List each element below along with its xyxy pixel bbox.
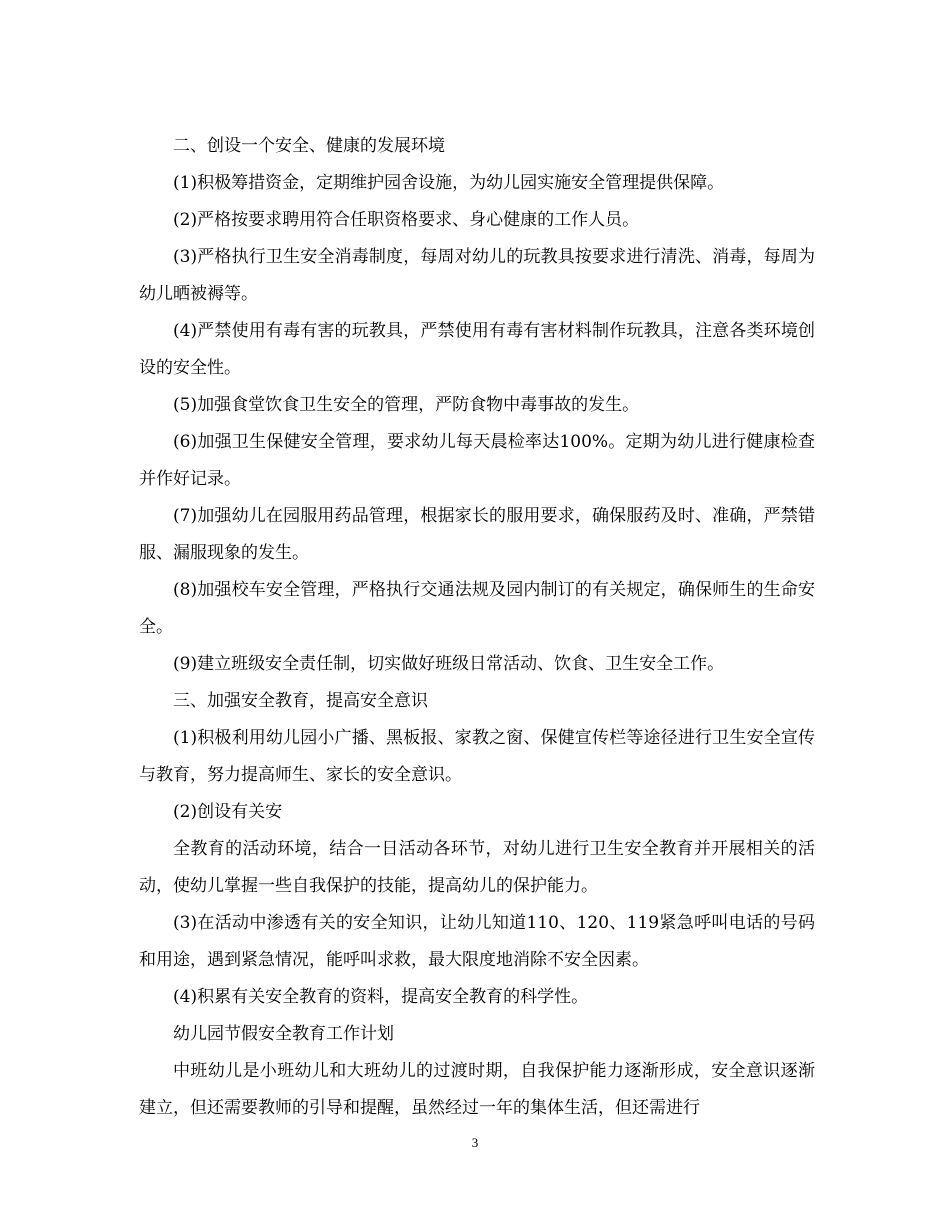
paragraph: (4)严禁使用有毒有害的玩教具，严禁使用有毒有害材料制作玩教具，注意各类环境创设的安全性。 bbox=[139, 321, 815, 378]
document-body bbox=[139, 128, 815, 1127]
paragraph: (2)创设有关安 bbox=[173, 802, 283, 822]
paragraph: (7)加强幼儿在园服用药品管理，根据家长的服用要求，确保服药及时、准确，严禁错服、漏服现象的发生。 bbox=[139, 506, 815, 563]
plan-title: 幼儿园节假安全教育工作计划 bbox=[173, 1024, 394, 1044]
section-heading-three: 三、加强安全教育，提高安全意识 bbox=[173, 691, 428, 711]
paragraph: (1)积极筹措资金，定期维护园舍设施，为幼儿园实施安全管理提供保障。 bbox=[173, 173, 725, 193]
paragraph: (4)积累有关安全教育的资料，提高安全教育的科学性。 bbox=[173, 987, 589, 1007]
paragraph: (3)在活动中渗透有关的安全知识，让幼儿知道110、120、119紧急呼叫电话的号码和用途，遇到紧急情况，能呼叫求救，最大限度地消除不安全因素。 bbox=[139, 913, 815, 970]
paragraph: (9)建立班级安全责任制，切实做好班级日常活动、饮食、卫生安全工作。 bbox=[173, 654, 725, 674]
paragraph: (8)加强校车安全管理，严格执行交通法规及园内制订的有关规定，确保师生的生命安全。 bbox=[139, 580, 815, 637]
paragraph: 中班幼儿是小班幼儿和大班幼儿的过渡时期，自我保护能力逐渐形成，安全意识逐渐建立，但还需要教师的引导和提醒，虽然经过一年的集体生活，但还需进行 bbox=[139, 1061, 815, 1118]
paragraph: (5)加强食堂饮食卫生安全的管理，严防食物中毒事故的发生。 bbox=[173, 395, 640, 415]
paragraph: (1)积极利用幼儿园小广播、黑板报、家教之窗、保健宣传栏等途径进行卫生安全宣传与教育，努力提高师生、家长的安全意识。 bbox=[139, 728, 815, 785]
paragraph: (2)严格按要求聘用符合任职资格要求、身心健康的工作人员。 bbox=[173, 210, 640, 230]
paragraph: (6)加强卫生保健安全管理，要求幼儿每天晨检率达100%。定期为幼儿进行健康检查并作好记录。 bbox=[139, 432, 815, 489]
paragraph: 全教育的活动环境，结合一日活动各环节，对幼儿进行卫生安全教育并开展相关的活动，使幼儿掌握一些自我保护的技能，提高幼儿的保护能力。 bbox=[139, 839, 815, 896]
page-number: 3 bbox=[471, 1135, 479, 1150]
paragraph: (3)严格执行卫生安全消毒制度，每周对幼儿的玩教具按要求进行清洗、消毒，每周为幼儿晒被褥等。 bbox=[139, 247, 815, 304]
section-heading-two: 二、创设一个安全、健康的发展环境 bbox=[173, 136, 445, 156]
